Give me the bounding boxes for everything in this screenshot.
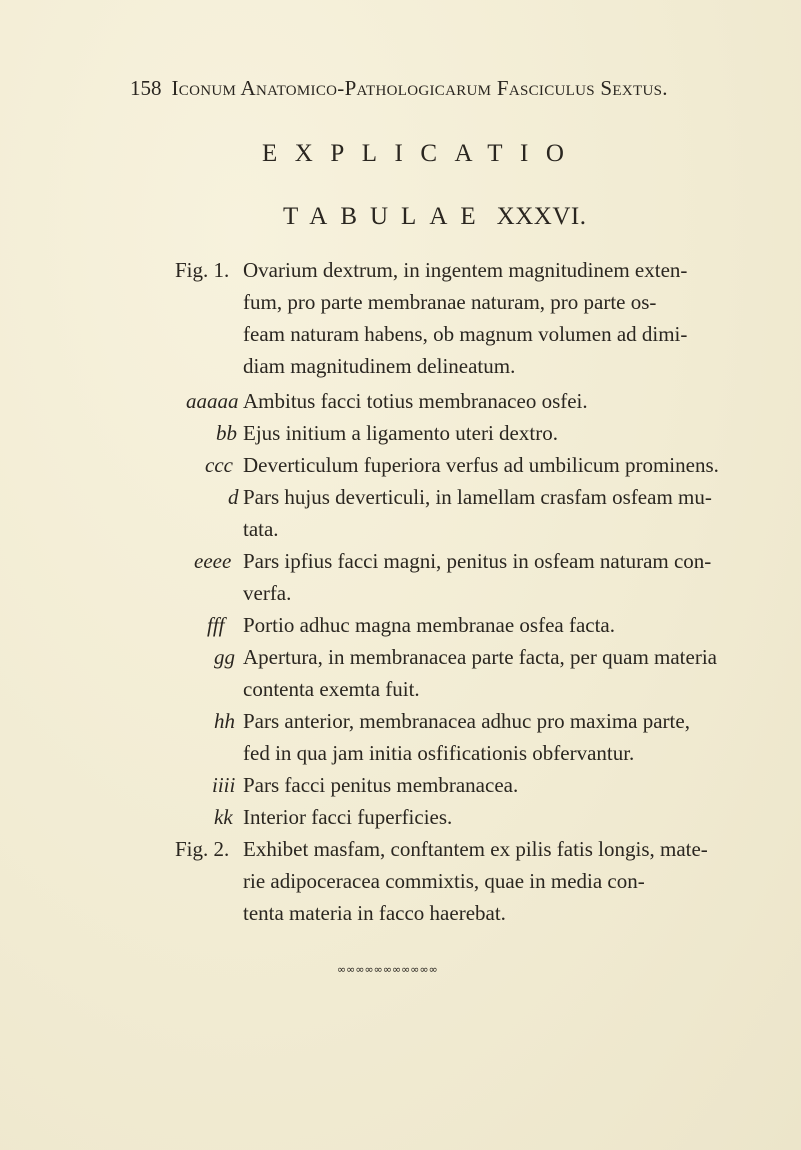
entry-line: verfa. <box>243 581 292 605</box>
entry-line: Pars facci penitus membranacea. <box>243 773 519 797</box>
entry-line: tenta materia in facco haerebat. <box>243 901 506 925</box>
entry-fig-1 <box>175 254 687 286</box>
ornament-rule: ∞∞∞∞∞∞∞∞∞∞∞ <box>337 963 438 976</box>
entry-fff <box>207 609 615 641</box>
entry-d <box>228 481 712 513</box>
entry-iiii <box>212 769 518 801</box>
entry-label: bb <box>216 421 237 445</box>
entry-label: ccc <box>205 453 233 477</box>
entry-line: fum, pro parte membranae naturam, pro parte os- <box>243 290 657 314</box>
page-number: 158 <box>130 76 162 100</box>
entry-eeee <box>194 545 711 577</box>
entry-line: tata. <box>243 517 279 541</box>
heading-tabulae-word: TABULAE <box>283 203 489 230</box>
entry-line: contenta exemta fuit. <box>243 677 420 701</box>
entry-line: Interior facci fuperficies. <box>243 805 453 829</box>
entry-line: Apertura, in membranacea parte facta, per quam materia <box>243 645 717 669</box>
entry-aaaaa <box>186 385 588 417</box>
entry-label: d <box>228 485 239 509</box>
heading-explicatio: EXPLICATIO <box>262 140 582 167</box>
entry-line: diam magnitudinem delineatum. <box>243 354 516 378</box>
running-title: Iconum Anatomico-Pathologicarum Fasciculus Sextus. <box>171 76 668 100</box>
entry-line: Ejus initium a ligamento uteri dextro. <box>243 421 558 445</box>
entry-line: rie adipoceracea commixtis, quae in media con- <box>243 869 645 893</box>
heading-tabulae-number: XXXVI. <box>496 203 587 230</box>
entry-label: eeee <box>194 549 232 573</box>
entry-label: aaaaa <box>186 389 239 413</box>
entry-line: Ambitus facci totius membranaceo osfei. <box>243 389 588 413</box>
entry-kk <box>214 801 452 833</box>
entry-label: fff <box>207 613 225 637</box>
entry-label: Fig. 2. <box>175 837 230 861</box>
entry-fig-2 <box>175 833 708 865</box>
entry-line: Deverticulum fuperiora verfus ad umbilicum prominens. <box>243 453 719 477</box>
entry-line: Pars anterior, membranacea adhuc pro maxima parte, <box>243 709 690 733</box>
entry-line: Ovarium dextrum, in ingentem magnitudinem exten- <box>243 258 688 282</box>
entry-line: Pars ipfius facci magni, penitus in osfeam naturam con- <box>243 549 712 573</box>
entry-line: fed in qua jam initia osfificationis obfervantur. <box>243 741 635 765</box>
entry-label: iiii <box>212 773 236 797</box>
entry-line: Pars hujus deverticuli, in lamellam crasfam osfeam mu- <box>243 485 712 509</box>
entry-line: Portio adhuc magna membranae osfea facta. <box>243 613 616 637</box>
heading-tabulae <box>283 203 586 231</box>
entry-bb <box>216 417 558 449</box>
entry-line: feam naturam habens, ob magnum volumen ad dimi- <box>243 322 688 346</box>
entry-label: kk <box>214 805 233 829</box>
entry-hh <box>214 705 690 737</box>
entry-label: hh <box>214 709 235 733</box>
running-head <box>130 76 668 101</box>
entry-ccc <box>205 449 719 481</box>
entry-label: gg <box>214 645 235 669</box>
entry-label: Fig. 1. <box>175 258 230 282</box>
entry-gg <box>214 641 717 673</box>
entry-line: Exhibet masfam, conftantem ex pilis fatis longis, mate- <box>243 837 708 861</box>
